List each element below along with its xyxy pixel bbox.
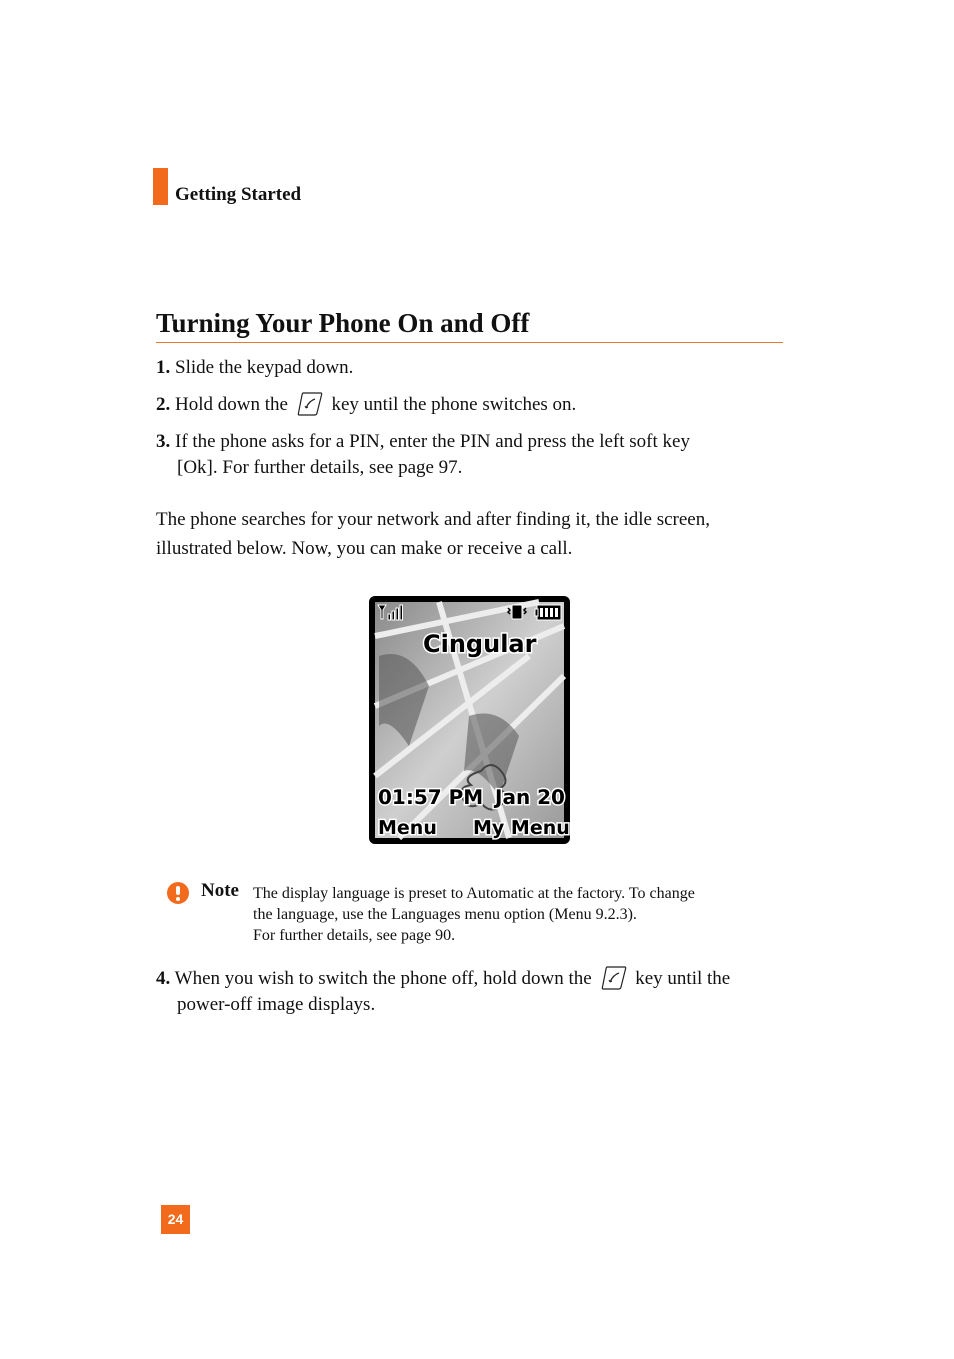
note-line1: The display language is preset to Automatic at the factory. To change [253, 885, 695, 902]
page-number: 24 [161, 1205, 190, 1234]
step-3 [156, 429, 786, 481]
paragraph-line1: The phone searches for your network and after finding it, the idle screen, [156, 509, 710, 530]
step-text-line2: [Ok]. For further details, see page 97. [177, 457, 463, 478]
phone-idle-screen [369, 596, 570, 844]
phone-screen-graphic [369, 596, 570, 844]
note-text [253, 883, 773, 946]
page-heading: Turning Your Phone On and Off [156, 306, 783, 343]
step-number: 1. [156, 357, 171, 378]
step-text-after: key until the [635, 968, 731, 989]
step-text-before: Hold down the [175, 394, 288, 415]
power-key-icon [601, 966, 627, 990]
step-text-after: key until the phone switches on. [331, 394, 577, 415]
step-text-line1: If the phone asks for a PIN, enter the PIN and press the left soft key [175, 431, 690, 452]
clock-time: 01:57 PM [378, 785, 484, 809]
step-text-before: When you wish to switch the phone off, hold down the [174, 968, 592, 989]
note-line2: the language, use the Languages menu option (Menu 9.2.3). [253, 906, 637, 923]
note-title: Note [201, 880, 239, 901]
power-key-icon [297, 392, 323, 416]
step-1 [156, 355, 786, 381]
step-number: 2. [156, 394, 171, 415]
note-line3: For further details, see page 90. [253, 927, 456, 944]
step-number: 3. [156, 431, 171, 452]
warning-icon [167, 882, 189, 904]
paragraph-line2: illustrated below. Now, you can make or receive a call. [156, 538, 573, 559]
carrier-name: Cingular [423, 630, 537, 658]
step-2 [156, 392, 786, 418]
step-text: Slide the keypad down. [175, 357, 354, 378]
battery-icon [535, 605, 561, 620]
intro-paragraph [156, 505, 786, 563]
right-soft-key[interactable]: My Menu [473, 817, 570, 839]
step-text-line2: power-off image displays. [177, 994, 376, 1015]
date-display: Jan 20 [495, 785, 565, 809]
section-label: Getting Started [175, 184, 302, 205]
section-tab-marker [153, 168, 168, 205]
step-4 [156, 966, 786, 1018]
left-soft-key[interactable]: Menu [378, 817, 437, 839]
step-number: 4. [156, 968, 171, 989]
